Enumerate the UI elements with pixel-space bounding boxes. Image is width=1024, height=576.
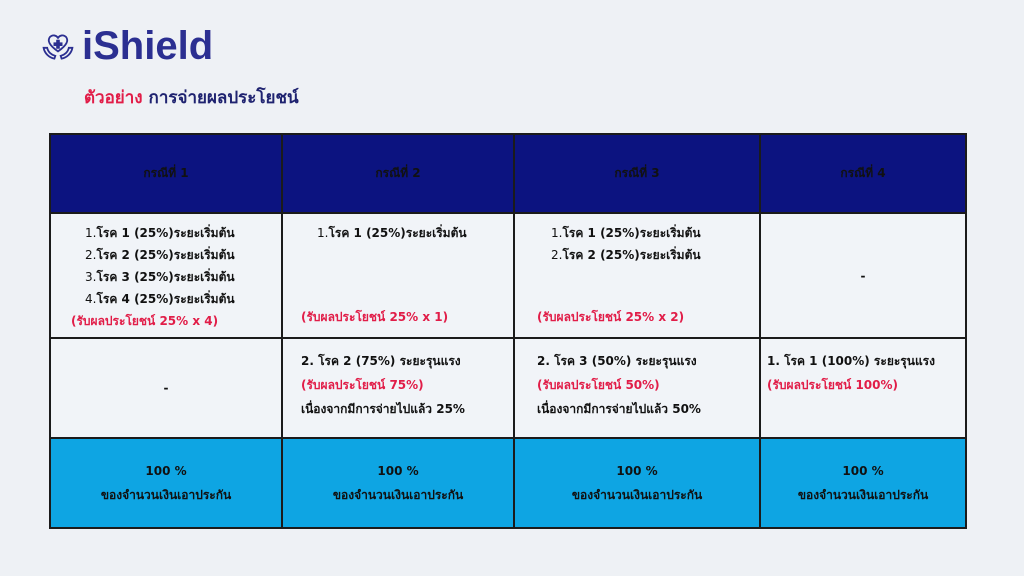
header-case-1: กรณีที่ 1: [50, 134, 282, 213]
table-row-early-stage: [50, 213, 966, 338]
empty-dash: -: [163, 381, 169, 395]
cell-case-1-early: [50, 213, 282, 338]
cell-case-3-total: [514, 438, 760, 528]
list-item: 1.โรค 1 (25%)ระยะเริ่มต้น: [317, 226, 467, 240]
header-case-4: กรณีที่ 4: [760, 134, 966, 213]
cell-case-2-early: [282, 213, 514, 338]
list-item: 4.โรค 4 (25%)ระยะเริ่มต้น: [85, 292, 235, 306]
header-row: [50, 134, 966, 213]
cell-case-2-severe: [282, 338, 514, 438]
benefit-note: (รับผลประโยชน์ 25% x 4): [71, 314, 219, 328]
table-row-total: [50, 438, 966, 528]
benefit-note: (รับผลประโยชน์ 25% x 1): [301, 310, 449, 324]
cell-case-4-severe: [760, 338, 966, 438]
list-item: 2.โรค 2 (25%)ระยะเริ่มต้น: [85, 248, 235, 262]
severe-disease-text: 2. โรค 3 (50%) ระยะรุนแรง: [537, 354, 697, 368]
cell-case-3-severe: [514, 338, 760, 438]
title-highlight: ตัวอย่าง: [84, 88, 143, 108]
heart-hands-icon: [40, 28, 76, 64]
benefit-note: (รับผลประโยชน์ 25% x 2): [537, 310, 685, 324]
header-case-3: กรณีที่ 3: [514, 134, 760, 213]
benefit-note: (รับผลประโยชน์ 50%): [537, 378, 660, 392]
paid-note: เนื่องจากมีการจ่ายไปแล้ว 25%: [301, 402, 465, 416]
list-item: 2.โรค 2 (25%)ระยะเริ่มต้น: [551, 248, 701, 262]
benefit-note: (รับผลประโยชน์ 100%): [767, 378, 898, 392]
total-percent: 100 %: [616, 464, 658, 478]
cell-case-4-total: [760, 438, 966, 528]
table-row-severe-stage: [50, 338, 966, 438]
cell-case-4-early: [760, 213, 966, 338]
total-label: ของจำนวนเงินเอาประกัน: [797, 488, 929, 502]
empty-dash: -: [860, 268, 866, 283]
total-percent: 100 %: [145, 464, 187, 478]
list-item: 3.โรค 3 (25%)ระยะเริ่มต้น: [85, 270, 235, 284]
paid-note: เนื่องจากมีการจ่ายไปแล้ว 50%: [537, 402, 701, 416]
page-title: [84, 84, 299, 111]
list-item: 1.โรค 1 (25%)ระยะเริ่มต้น: [551, 226, 701, 240]
header-case-2: กรณีที่ 2: [282, 134, 514, 213]
severe-disease-text: 1. โรค 1 (100%) ระยะรุนแรง: [767, 354, 935, 368]
severe-disease-text: 2. โรค 2 (75%) ระยะรุนแรง: [301, 354, 461, 368]
benefit-table: [49, 133, 967, 529]
brand-name: iShield: [82, 24, 214, 68]
cell-case-2-total: [282, 438, 514, 528]
list-item: 1.โรค 1 (25%)ระยะเริ่มต้น: [85, 226, 235, 240]
total-label: ของจำนวนเงินเอาประกัน: [332, 488, 464, 502]
logo: [40, 26, 213, 66]
benefit-note: (รับผลประโยชน์ 75%): [301, 378, 424, 392]
cell-case-1-severe: [50, 338, 282, 438]
cell-case-1-total: [50, 438, 282, 528]
title-main: การจ่ายผลประโยชน์: [148, 88, 299, 108]
total-percent: 100 %: [377, 464, 419, 478]
cell-case-3-early: [514, 213, 760, 338]
total-label: ของจำนวนเงินเอาประกัน: [571, 488, 703, 502]
total-label: ของจำนวนเงินเอาประกัน: [100, 488, 232, 502]
total-percent: 100 %: [842, 464, 884, 478]
